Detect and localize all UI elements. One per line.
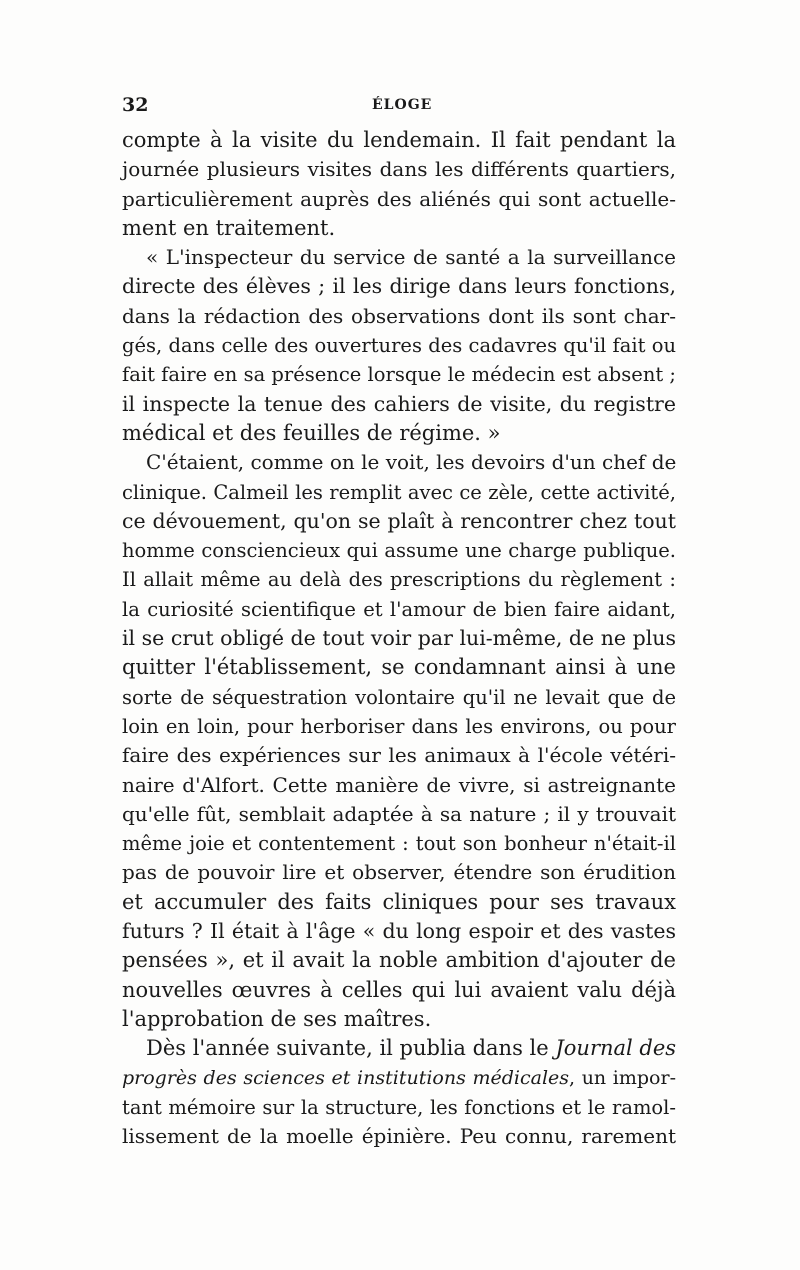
text-line: directe des élèves ; il les dirige dans leurs fonctions, <box>122 274 676 299</box>
text-line: journée plusieurs visites dans les différents quartiers, <box>122 157 676 182</box>
text-line: futurs ? Il était à l'âge « du long espoir et des vastes <box>122 919 676 944</box>
text-line: particulièrement auprès des aliénés qui sont actuelle- <box>122 186 676 211</box>
running-title: ÉLOGE <box>372 97 433 113</box>
text-line: clinique. Calmeil les remplit avec ce zèle, cette activité, <box>122 480 676 504</box>
text-line: tant mémoire sur la structure, les fonctions et le ramol- <box>122 1095 676 1119</box>
text-line: qu'elle fût, semblait adaptée à sa nature ; il y trouvait <box>122 801 676 826</box>
text-line: ment en traitement. <box>122 215 336 240</box>
text-line: dans la rédaction des observations dont ils sont char- <box>122 303 676 328</box>
text-line: l'approbation de ses maîtres. <box>122 1006 432 1031</box>
text-line: Il allait même au delà des prescriptions du règlement : <box>122 568 676 592</box>
text-line: « L'inspecteur du service de santé a la surveillance <box>146 245 676 270</box>
text-line: pensées », et il avait la noble ambition d'ajouter de <box>122 948 676 973</box>
text-line: il se crut obligé de tout voir par lui-même, de ne plus <box>122 626 676 651</box>
text-line: naire d'Alfort. Cette manière de vivre, si astreignante <box>122 772 676 797</box>
text-line <box>122 1034 676 1063</box>
journal-title-italic: Journal des <box>555 1036 677 1061</box>
text-line: homme consciencieux qui assume une charge publique. <box>122 539 676 563</box>
running-head <box>122 94 682 116</box>
text-line: la curiosité scientifique et l'amour de bien faire aidant, <box>122 597 676 621</box>
text-line: compte à la visite du lendemain. Il fait pendant la <box>122 128 676 152</box>
text-line: C'étaient, comme on le voit, les devoirs d'un chef de <box>146 450 677 475</box>
text-line: médical et des feuilles de régime. » <box>122 420 501 445</box>
text-segment: Dès l'année suivante, il publia dans le <box>146 1036 556 1061</box>
text-line: sorte de séquestration volontaire qu'il ne levait que de <box>122 685 676 709</box>
text-line: fait faire en sa présence lorsque le médecin est absent ; <box>122 363 676 387</box>
text-line: nouvelles œuvres à celles qui lui avaient valu déjà <box>122 977 676 1002</box>
journal-title-italic: progrès des sciences et institutions médicales <box>122 1066 570 1089</box>
text-line: même joie et contentement : tout son bonheur n'était-il <box>122 832 676 856</box>
text-line: pas de pouvoir lire et observer, étendre son érudition <box>122 860 676 885</box>
text-line: gés, dans celle des ouvertures des cadavres qu'il fait ou <box>122 334 676 358</box>
text-line: il inspecte la tenue des cahiers de visite, du registre <box>122 391 676 416</box>
text-line: faire des expériences sur les animaux à l'école vétéri- <box>122 743 676 768</box>
page-number: 32 <box>122 94 149 116</box>
text-line: ce dévouement, qu'on se plaît à rencontrer chez tout <box>122 508 676 533</box>
text-line: lissement de la moelle épinière. Peu connu, rarement <box>122 1124 676 1149</box>
text-line <box>122 1064 676 1093</box>
text-line: et accumuler des faits cliniques pour ses travaux <box>122 889 676 914</box>
text-line: quitter l'établissement, se condamnant ainsi à une <box>122 655 676 680</box>
text-line: loin en loin, pour herboriser dans les environs, ou pour <box>122 714 676 738</box>
text-segment: , un impor- <box>569 1066 676 1089</box>
body-text <box>122 126 676 1151</box>
